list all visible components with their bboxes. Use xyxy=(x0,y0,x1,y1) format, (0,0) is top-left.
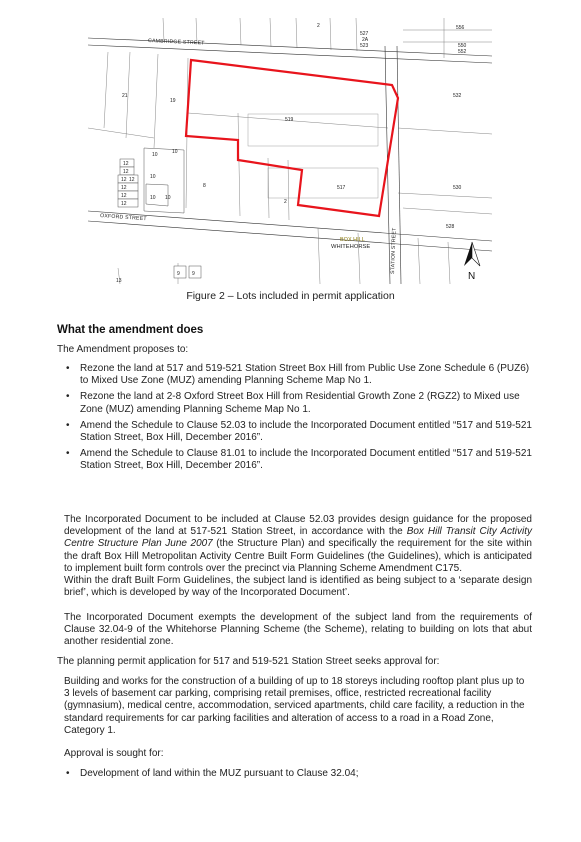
paragraph-text: (the Structure Plan) and specifically the requirement for the site within the draft Box Hill Metropolitan Activity Centre Built Form Guidelines (the Guidelines), which is anticipated to implement built form controls over the precinct via Planning Scheme Amendment C175. xyxy=(64,538,532,574)
lot-number: 8 xyxy=(203,183,206,189)
small-parcels xyxy=(118,148,201,278)
list-item xyxy=(64,420,534,444)
paragraph-text: The Incorporated Document to be included at Clause 52.03 provides design guidance for the proposed development of the land at 517-521 Station Street, in accordance with the xyxy=(64,514,532,538)
incorporated-document-paragraph xyxy=(64,514,532,575)
figure-caption: Figure 2 – Lots included in permit application xyxy=(186,290,395,302)
lot-number: 532 xyxy=(453,93,462,99)
lot-number: 528 xyxy=(446,224,455,230)
lot-number: 10 xyxy=(152,152,158,158)
section-heading: What the amendment does xyxy=(57,324,204,336)
lot-number: 556 xyxy=(456,25,465,31)
lot-number: 12 xyxy=(121,201,127,207)
lot-number: 530 xyxy=(453,185,462,191)
intro-paragraph: The Amendment proposes to: xyxy=(57,344,189,355)
bullet-icon: • xyxy=(66,768,70,779)
building-works-paragraph: Building and works for the construction of a building of up to 18 storeys including rooftop plant plus up to 3 levels of basement car parking, comprising retail premises, office, restricted recreational facility (gymnasium), medical centre, accommodation, serviced apartments, child care facility, a reduction in the standard requirements for car parking facilities and alteration of access to a road in a Road Zone, Category 1. xyxy=(64,676,525,736)
amendment-bullet-list xyxy=(64,363,534,477)
lot-number: 12 xyxy=(123,169,129,175)
lot-number: 12 xyxy=(121,177,127,183)
structure-plan-title: Box Hill Transit City Activity Centre Structure Plan June 2007 xyxy=(64,526,532,550)
lot-number: 21 xyxy=(122,93,128,99)
lot-number: 12 xyxy=(129,177,135,183)
lot-number: 527 xyxy=(360,31,369,37)
lot-number: 10 xyxy=(150,195,156,201)
lot-number: 13 xyxy=(116,278,122,284)
list-item xyxy=(64,363,534,387)
lot-number: 10 xyxy=(150,174,156,180)
label-whitehorse: WHITEHORSE xyxy=(331,244,371,250)
lot-number: 2 xyxy=(284,199,287,205)
list-item-text: Amend the Schedule to Clause 81.01 to include the Incorporated Document entitled “517 and 519-521 Station Street, Box Hill, December 2016”. xyxy=(80,448,532,472)
list-item-text: Amend the Schedule to Clause 52.03 to include the Incorporated Document entitled “517 and 519-521 Station Street, Box Hill, December 2016”. xyxy=(80,419,532,444)
street-oxford: OXFORD STREET xyxy=(99,213,147,223)
lot-number: 10 xyxy=(165,195,171,201)
list-item xyxy=(64,391,534,415)
bullet-icon: • xyxy=(66,419,70,431)
list-item xyxy=(64,448,534,472)
lot-number: 12 xyxy=(123,161,129,167)
list-item-text: Rezone the land at 517 and 519-521 Station Street Box Hill from Public Use Zone Schedule 6 (PUZ6) to Mixed Use Zone (MUZ) amending Planning Scheme Map No 1. xyxy=(80,363,530,387)
site-map xyxy=(88,18,492,284)
bullet-icon: • xyxy=(66,448,70,460)
list-item-text: Development of land within the MUZ pursuant to Clause 32.04; xyxy=(80,768,359,779)
site-map-drawing xyxy=(88,18,492,284)
bullet-icon: • xyxy=(66,391,70,403)
lot-number: 519 xyxy=(285,117,294,123)
bullet-icon: • xyxy=(66,363,70,374)
subject-land-outline xyxy=(186,60,398,216)
list-item xyxy=(64,768,534,780)
list-item-text: Rezone the land at 2-8 Oxford Street Box Hill from Residential Growth Zone 2 (RGZ2) to Mixed use Zone (MUZ) amending Planning Scheme Map No 1. xyxy=(80,391,520,415)
lot-number: 9 xyxy=(192,271,195,277)
lot-number: 523 xyxy=(360,43,369,49)
lot-number: 9 xyxy=(177,271,180,277)
north-arrow-icon xyxy=(464,242,480,282)
street-cambridge: CAMBRIDGE STREET xyxy=(147,38,205,47)
exemption-paragraph: The Incorporated Document exempts the development of the subject land from the requirements of Clause 32.04-9 of the Whitehorse Planning Scheme (the Scheme), relating to building on lots that abut another residential zone. xyxy=(64,612,532,648)
lot-number: 552 xyxy=(458,49,467,55)
approval-paragraph: Approval is sought for: xyxy=(64,748,164,759)
lot-number: 550 xyxy=(458,43,467,49)
building-outlines xyxy=(248,114,378,198)
lot-number: 2 xyxy=(317,23,320,29)
guidelines-paragraph: Within the draft Built Form Guidelines, the subject land is identified as being subject to a ‘separate design brief’, which is developed by way of the Incorporated Document’. xyxy=(64,575,532,599)
lot-number: 12 xyxy=(121,185,127,191)
north-label: N xyxy=(468,271,476,282)
lot-number: 19 xyxy=(170,98,176,104)
lot-number: 2A xyxy=(362,37,369,43)
street-station: STATION STREET xyxy=(390,227,398,275)
approval-bullet-list xyxy=(64,768,534,784)
label-box-hill: BOX HILL xyxy=(340,237,365,243)
lot-number: 10 xyxy=(172,149,178,155)
permit-application-paragraph: The planning permit application for 517 and 519-521 Station Street seeks approval for: xyxy=(57,656,440,667)
lot-number: 517 xyxy=(337,185,346,191)
lot-number: 12 xyxy=(121,193,127,199)
